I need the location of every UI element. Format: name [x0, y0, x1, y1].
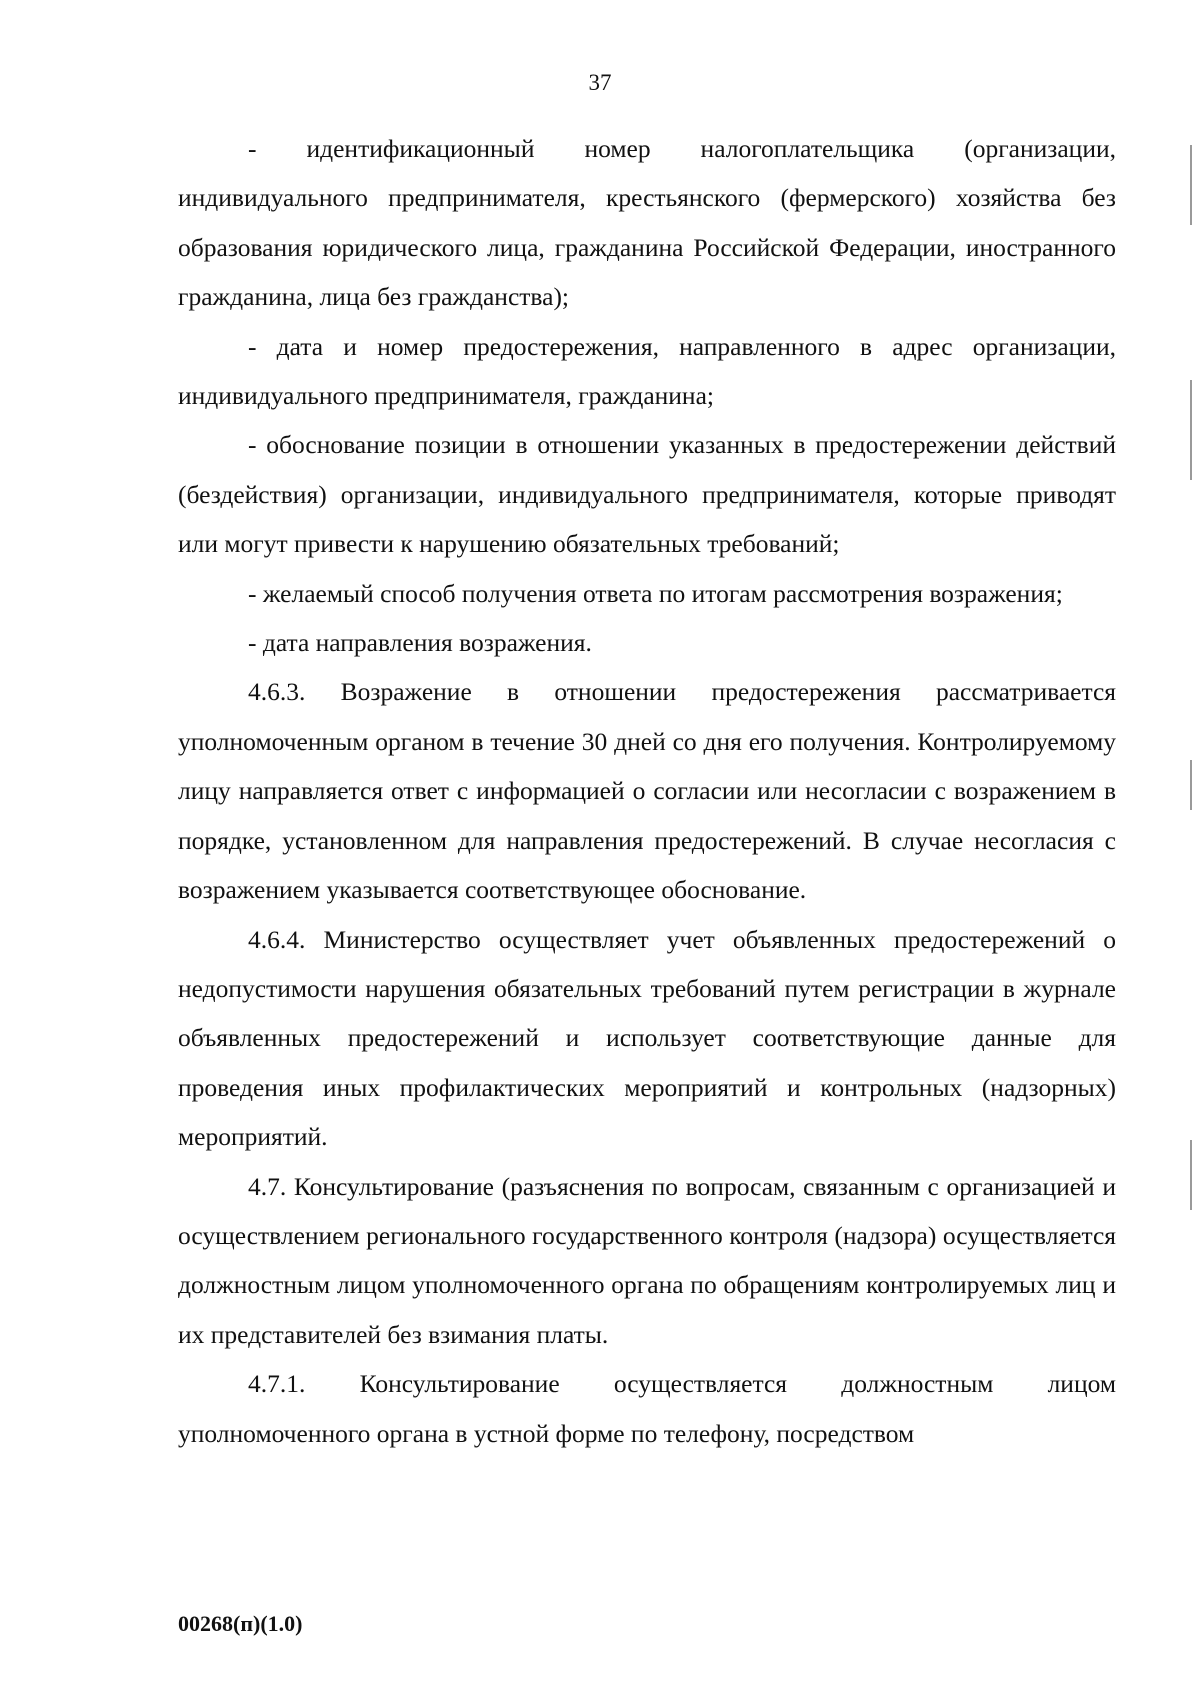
page-number: 37: [588, 70, 612, 95]
paragraph-inn: - идентификационный номер налогоплательщика (организации, индивидуального предпринимателя, крестьянского (фермерского) хозяйства без образования юридического лица, гражданина Российской Федерации, иностранного гражданина, лица без гражданства);: [178, 134, 1116, 312]
document-body: [178, 124, 1116, 1458]
paragraph-4-6-4: 4.6.4. Министерство осуществляет учет объявленных предостережений о недопустимости нарушения обязательных требований путем регистрации в журнале объявленных предостережений и использует соответствующие данные для проведения иных профилактических мероприятий и контрольных (надзорных) мероприятий.: [178, 924, 1116, 1152]
paragraph-response-method: - желаемый способ получения ответа по итогам рассмотрения возражения;: [248, 578, 1063, 608]
scan-artifact-line: [1190, 145, 1192, 225]
paragraph-4-6-3: 4.6.3. Возражение в отношении предостережения рассматривается уполномоченным органом в течение 30 дней со дня его получения. Контролируемому лицу направляется ответ с информацией о согласии или несогласии с возражением в порядке, установленном для направления предостережений. В случае несогласия с возражением указывается соответствующее обоснование.: [178, 677, 1116, 905]
paragraph-justification: - обоснование позиции в отношении указанных в предостережении действий (бездействия) организации, индивидуального предпринимателя, которые приводят или могут привести к нарушению обязательных требований;: [178, 430, 1116, 559]
paragraph-4-7-1: 4.7.1. Консультирование осуществляется должностным лицом уполномоченного органа в устной форме по телефону, посредством: [178, 1369, 1116, 1448]
paragraph-warning-date: - дата и номер предостережения, направленного в адрес организации, индивидуального предпринимателя, гражданина;: [178, 331, 1116, 411]
scan-artifact-line: [1190, 380, 1192, 480]
scan-artifact-line: [1190, 1140, 1192, 1210]
paragraph-4-7: 4.7. Консультирование (разъяснения по вопросам, связанным с организацией и осуществлением регионального государственного контроля (надзора) осуществляется должностным лицом уполномоченного органа по обращениям контролируемых лиц и их представителей без взимания платы.: [178, 1171, 1116, 1349]
paragraph-objection-date: - дата направления возражения.: [248, 628, 592, 658]
scan-artifact-line: [1190, 760, 1192, 810]
document-code: 00268(п)(1.0): [178, 1611, 303, 1636]
